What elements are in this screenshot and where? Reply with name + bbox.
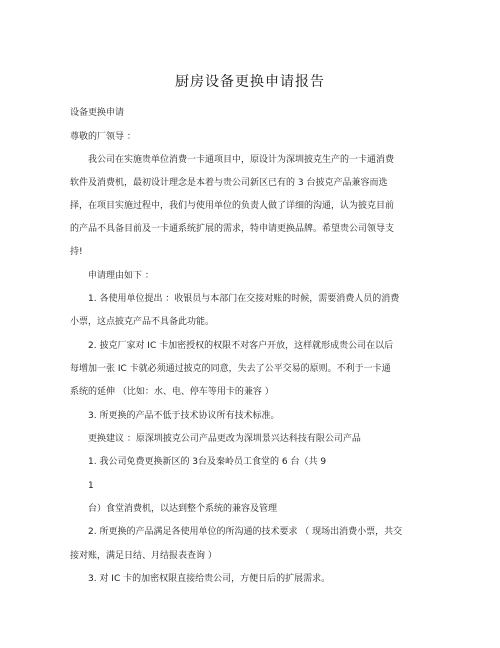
reason-line-2: 小票，这点披克产品不具备此功能。	[70, 317, 215, 327]
intro-line-5: 持!	[70, 247, 83, 257]
document-title: 厨房设备更换申请报告	[175, 74, 325, 90]
suggestion-line-1: 1. 我公司免费更换新区的 3台及秦岭员工食堂的 6 台（共 9	[88, 457, 327, 467]
salutation-heading: 设备更换申请	[70, 108, 125, 118]
reason-line-5: 系统的延伸 （比如：水、电、停车等用卡的兼容 ）	[70, 387, 274, 397]
intro-line-3: 择，在项目实施过程中，我们与使用单位的负责人做了详细的沟通，认为披克目前	[70, 201, 395, 211]
reason-line-4: 每增加一张 IC 卡就必须通过披克的同意，失去了公平交易的原则。不利于一卡通	[70, 364, 391, 374]
reason-line-6: 3. 所更换的产品不低于技术协议所有技术标准。	[88, 411, 280, 421]
suggestion-line-6: 3. 对 IC 卡的加密权限直接给贵公司，方便日后的扩展需求。	[88, 574, 331, 584]
suggestion-line-5: 接对账，满足日结、月结报表查询 ）	[70, 551, 217, 561]
suggestion-heading: 更换建议 ：原深圳披克公司产品更改为深圳景兴达科技有限公司产品	[88, 434, 361, 444]
reason-line-3: 2. 披克厂家对 IC 卡加密授权的权限不对客户开放，这样就形成贵公司在以后	[88, 341, 394, 351]
greeting: 尊敬的厂领导 ：	[70, 132, 136, 142]
intro-line-2: 软件及消费机，最初设计理念是本着与贵公司新区已有的 3 台披克产品兼容而选	[70, 178, 388, 188]
suggestion-line-2: 1	[88, 481, 94, 491]
suggestion-line-4: 2. 所更换的产品满足各使用单位的所沟通的技术要求 （ 现场出消费小票，共交	[88, 527, 403, 537]
reasons-heading: 申请理由如下 ：	[88, 271, 154, 281]
suggestion-line-3: 台）食堂消费机，以达到整个系统的兼容及管理	[88, 504, 278, 514]
intro-line-1: 我公司在实施贵单位消费一卡通项目中，原设计为深圳披克生产的一卡通消费	[88, 155, 395, 165]
reason-line-1: 1. 各使用单位提出 ：收银员与本部门在交接对账的时候，需要消费人员的消费	[88, 294, 400, 304]
intro-line-4: 的产品不具备目前及一卡通系统扩展的需求，特申请更换品牌。希望贵公司领导支	[70, 224, 395, 234]
